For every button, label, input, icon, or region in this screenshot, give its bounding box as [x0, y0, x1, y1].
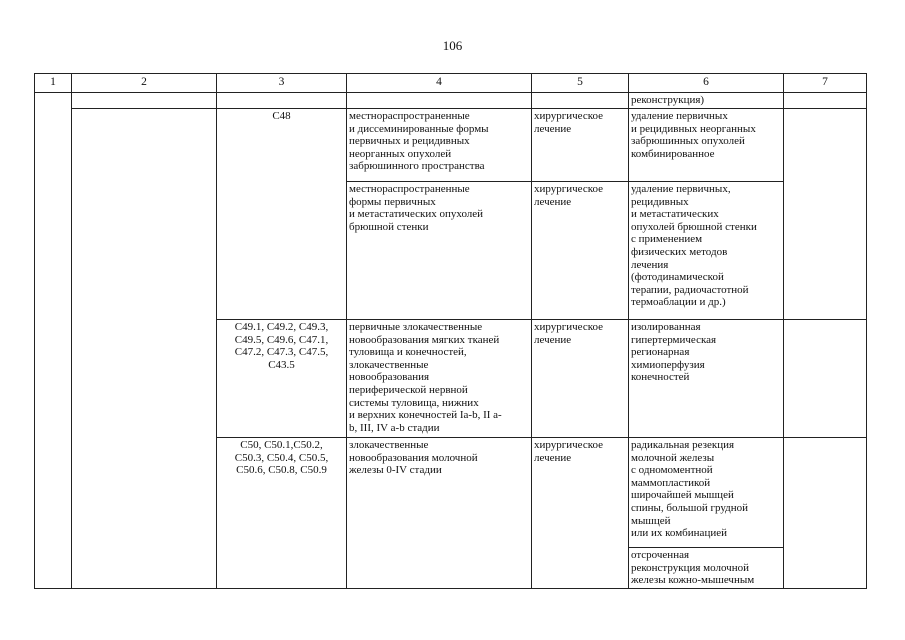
col7-cell — [784, 109, 867, 320]
treatment-type-cell: хирургическое лечение — [532, 438, 629, 589]
method-cell: отсроченная реконструкция молочной железы кожно-мышечным — [629, 548, 784, 589]
col7-cell — [784, 93, 867, 109]
treatment-table — [34, 73, 867, 589]
condition-cell: местнораспространенные и диссеминированные формы первичных и рецидивных неорганных опухолей забрюшинного пространства — [347, 109, 532, 182]
condition-cell: злокачественные новообразования молочной железы 0-IV стадии — [347, 438, 532, 589]
condition-cell: местнораспространенные формы первичных и метастатических опухолей брюшной стенки — [347, 182, 532, 320]
col7-cell — [784, 320, 867, 438]
col2-cell — [72, 93, 217, 109]
col2-cell — [72, 109, 217, 589]
method-cell: изолированная гипертермическая регионарная химиоперфузия конечностей — [629, 320, 784, 438]
method-cell: удаление первичных, рецидивных и метастатических опухолей брюшной стенки с применением физических методов лечения (фотодинамической терапии, радиочастотной термоаблации и др.) — [629, 182, 784, 320]
column-header-2: 2 — [72, 74, 217, 93]
codes-cell: C48 — [217, 109, 347, 320]
codes-cell — [217, 93, 347, 109]
column-header-6: 6 — [629, 74, 784, 93]
col1-cell — [35, 93, 72, 589]
column-header-4: 4 — [347, 74, 532, 93]
treatment-type-cell: хирургическое лечение — [532, 182, 629, 320]
column-header-row — [35, 74, 867, 93]
method-cell: удаление первичных и рецидивных неорганных забрюшинных опухолей комбинированное — [629, 109, 784, 182]
condition-cell: первичные злокачественные новообразования мягких тканей туловища и конечностей, злокачественные новообразования периферической нервной системы туловища, нижних и верхних конечностей Ia-b, II a- b, III, IV a-b стадии — [347, 320, 532, 438]
column-header-5: 5 — [532, 74, 629, 93]
column-header-1: 1 — [35, 74, 72, 93]
column-header-3: 3 — [217, 74, 347, 93]
column-header-7: 7 — [784, 74, 867, 93]
treatment-type-cell: хирургическое лечение — [532, 109, 629, 182]
codes-cell: C50, C50.1,C50.2, C50.3, C50.4, C50.5, C50.6, C50.8, C50.9 — [217, 438, 347, 589]
codes-cell: C49.1, C49.2, C49.3, C49.5, C49.6, C47.1, C47.2, C47.3, C47.5, C43.5 — [217, 320, 347, 438]
continuation-row — [35, 93, 867, 109]
col7-cell — [784, 438, 867, 589]
condition-cell — [347, 93, 532, 109]
page-number: 106 — [442, 38, 463, 53]
table-row — [35, 109, 867, 182]
treatment-type-cell — [532, 93, 629, 109]
method-cell: реконструкция) — [629, 93, 784, 109]
method-cell: радикальная резекция молочной железы с одномоментной маммопластикой широчайшей мышцей спины, большой грудной мышцей или их комбинацией — [629, 438, 784, 548]
treatment-type-cell: хирургическое лечение — [532, 320, 629, 438]
